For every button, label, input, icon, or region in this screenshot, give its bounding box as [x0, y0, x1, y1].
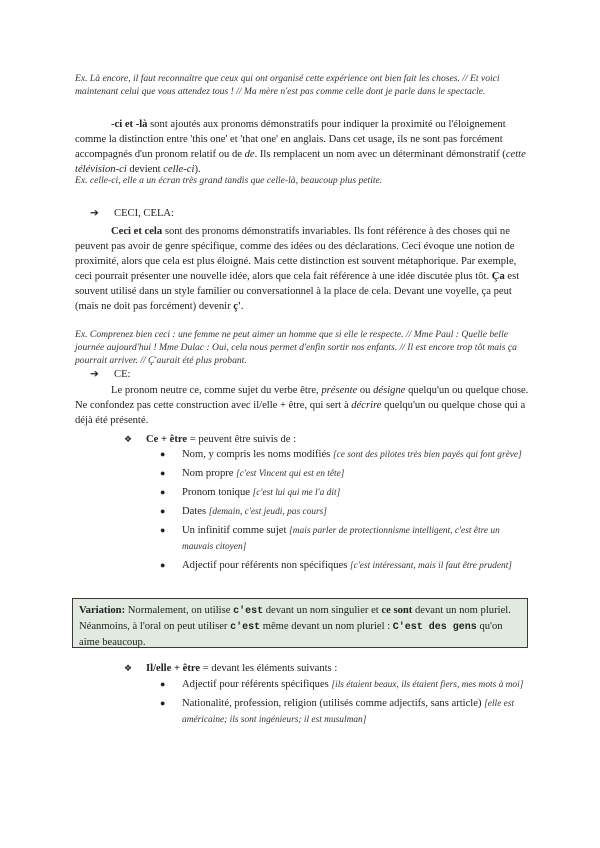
term-c-apostrophe: ç': [233, 301, 241, 312]
example-paragraph-2: Ex. celle-ci, elle a un écran très grand tandis que celle-là, beaucoup plus petite.: [75, 175, 383, 186]
term-ce-etre: Ce + être: [146, 434, 188, 445]
text: = devant les éléments suivants :: [200, 663, 338, 674]
text: même devant un nom pluriel :: [260, 621, 393, 632]
paragraph-ce: [75, 383, 530, 428]
list-item: [160, 696, 530, 728]
text: devant un nom pluriel. Néanmoins, à l'oral on peut utiliser: [79, 605, 511, 632]
item-example: [ce sont des pilotes très bien payés qui font grève]: [332, 450, 522, 460]
text: sont ajoutés aux pronoms démonstratifs pour indiquer la proximité ou l'éloignement comme la distinction entre 'this one' et 'that one' en anglais. Dans cet usage, ils ne sont pas forcément accompagnés d'un pronom relatif ou de: [75, 119, 506, 160]
text: . Ils remplacent un nom avec un déterminant démonstratif (: [254, 149, 506, 160]
list-item: [160, 504, 530, 520]
text: .: [240, 301, 244, 312]
paragraph-ci-la: [75, 117, 530, 177]
bullet-icon: ●: [160, 698, 166, 708]
item-label: Dates: [182, 506, 209, 517]
bullet-icon: ●: [160, 506, 166, 516]
item-label: Adjectif pour référents spécifiques: [182, 679, 332, 690]
bullet-icon: ●: [160, 487, 166, 497]
heading-ceci-cela: [90, 206, 174, 221]
item-example: [c'est lui qui me l'a dit]: [252, 488, 341, 498]
term-cest: c'est: [233, 606, 264, 617]
item-label: Un infinitif comme sujet: [182, 525, 290, 536]
variation-example: C'est des gens: [392, 622, 477, 633]
item-label: Nationalité, profession, religion (utilisés comme adjectifs, sans article): [182, 698, 485, 709]
heading-label: CE:: [114, 369, 131, 380]
item-label: Nom, y compris les noms modifiés: [182, 449, 333, 460]
item-label: Pronom tonique: [182, 487, 253, 498]
text: Normalement, on utilise: [125, 605, 234, 616]
item-label: Adjectif pour référents non spécifiques: [182, 560, 350, 571]
text: quelqu'un ou quelque chose qui a déjà été présenté.: [75, 400, 526, 426]
bullet-icon: ●: [160, 525, 166, 535]
text-de: de: [244, 149, 255, 160]
text: devant un nom singulier et: [263, 605, 382, 616]
term-designe: désigne: [373, 385, 406, 396]
variation-title: Variation:: [79, 605, 126, 616]
diamond-bullet-icon: ❖: [124, 434, 133, 444]
text: ).: [194, 164, 201, 175]
term-ci-la: -ci et -là: [111, 119, 148, 130]
text: = peuvent être suivis de :: [187, 434, 297, 445]
item-example: [elle est américaine; ils sont ingénieurs; il est musulman]: [182, 699, 515, 725]
term-presente: présente: [321, 385, 358, 396]
arrow-icon: ➔: [90, 369, 99, 380]
list-heading-ce-etre: [124, 432, 296, 447]
item-example: [mais parler de protectionnisme intelligent, c'est être un mauvais citoyen]: [182, 526, 500, 552]
list-item: [160, 447, 530, 463]
list-il-elle-etre: [160, 677, 530, 731]
list-item: [160, 485, 530, 501]
paragraph-ceci-cela: [75, 224, 530, 314]
text: ou: [357, 385, 374, 396]
bullet-icon: ●: [160, 679, 166, 689]
bullet-icon: ●: [160, 449, 166, 459]
term-ceci-cela: Ceci et cela: [111, 226, 163, 237]
example-paragraph-3: Ex. Comprenez bien ceci : une femme ne peut aimer un homme que si elle le respecte. // Mme Paul : Quelle belle journée aujourd'hui ! Mme Dulac : Oui, cela nous permet d'enfin sortir nos enfants. // Il est encore trop tôt mais ça pourrait arriver. // Ç'aurait été plus probant.: [75, 329, 517, 366]
text: devient: [126, 164, 164, 175]
example-paragraph-1: Ex. Là encore, il faut reconnaître que ceux qui ont organisé cette expérience ont bien fait les choses. // Et voici maintenant celui que vous attendez tous ! // Ma mère n'est pas comme celle dont je parle dans le spectacle.: [75, 73, 500, 97]
text: qu'on aime beaucoup.: [79, 621, 503, 648]
list-item: [160, 677, 530, 693]
heading-ce: [90, 367, 130, 382]
list-ce-etre: [160, 447, 530, 577]
inline-example: celle-ci: [163, 164, 195, 175]
term-ce-sont: ce sont: [381, 605, 413, 616]
term-decrire: décrire: [351, 400, 382, 411]
term-ca: Ça: [491, 271, 505, 282]
heading-label: CECI, CELA:: [114, 208, 175, 219]
diamond-bullet-icon: ❖: [124, 663, 133, 673]
inline-example: cette télévision-ci: [75, 149, 526, 175]
bullet-icon: ●: [160, 560, 166, 570]
text: quelqu'un ou quelque chose. Ne confondez pas cette construction avec il/elle + être, qui sert à: [75, 385, 529, 411]
list-item: [160, 466, 530, 482]
text: sont des pronoms démonstratifs invariables. Ils font référence à des choses qui ne peuvent pas avoir de genre spécifique, comme des idées ou des déclarations. Ceci évoque une notion de proximité, alors que cela est plus éloigné. Mais cette distinction est souvent métaphorique. Par exemple, ceci pourrait présenter une nouvelle idée, alors que cela fait référence à une idée discutée plus tôt.: [75, 226, 517, 282]
text: Le pronom neutre ce, comme sujet du verbe être,: [111, 385, 322, 396]
list-heading-il-elle-etre: [124, 661, 337, 676]
text: est souvent utilisé dans un style familier ou conversationnel à la place de cela. Devant une voyelle, ça peut (mais ne doit pas forcément) devenir: [75, 271, 520, 312]
bullet-icon: ●: [160, 468, 166, 478]
arrow-icon: ➔: [90, 208, 99, 219]
list-item: [160, 523, 530, 555]
list-item: [160, 558, 530, 574]
variation-box: [72, 598, 528, 648]
item-label: Nom propre: [182, 468, 237, 479]
term-il-elle-etre: Il/elle + être: [146, 663, 201, 674]
item-example: [ils étaient beaux, ils étaient fiers, mes mots à moi]: [331, 680, 524, 690]
term-cest: c'est: [230, 622, 261, 633]
item-example: [c'est Vincent qui est en tête]: [236, 469, 345, 479]
item-example: [demain, c'est jeudi, pas cours]: [208, 507, 327, 517]
item-example: [c'est intéressant, mais il faut être prudent]: [349, 561, 512, 571]
